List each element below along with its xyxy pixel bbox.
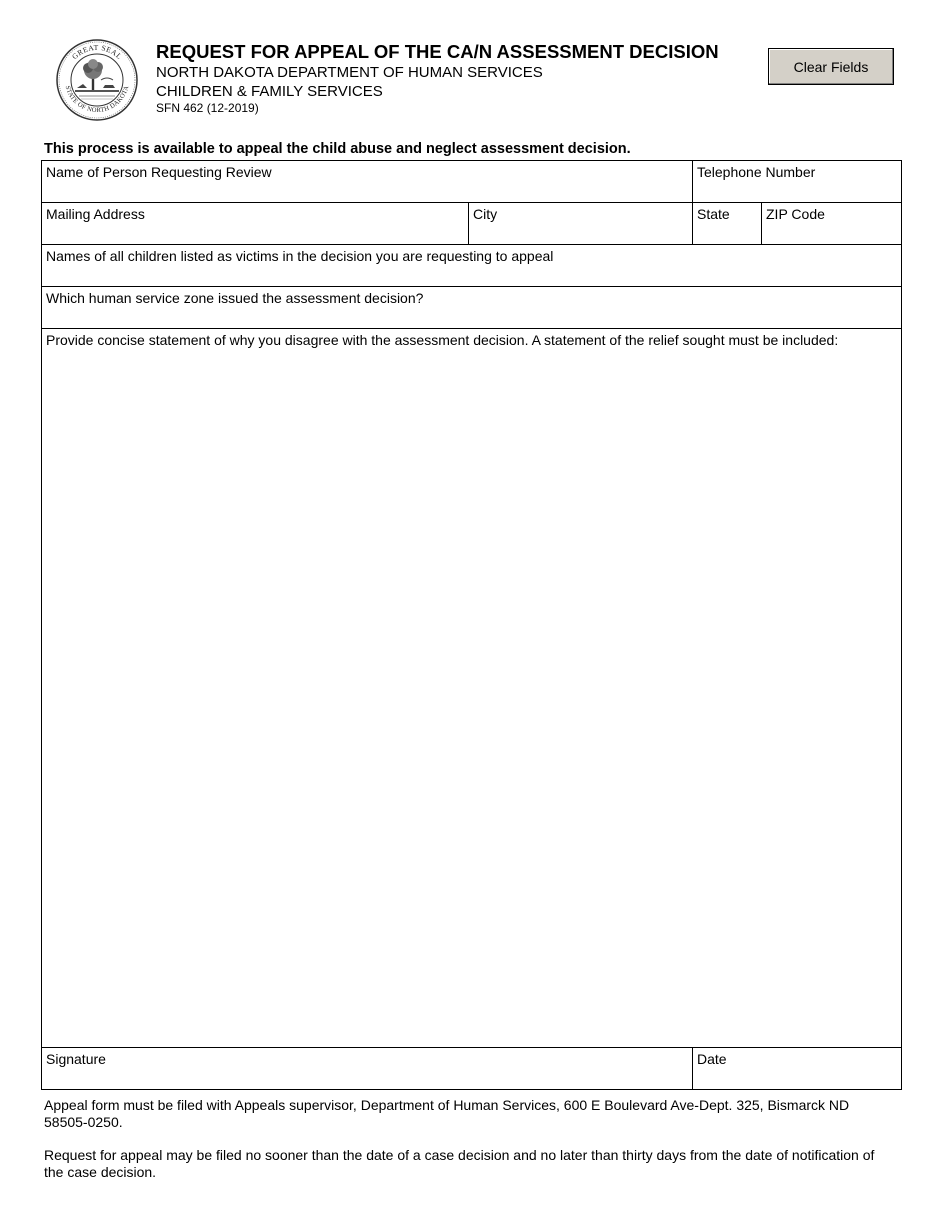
form-row (42, 329, 901, 1048)
date-field[interactable] (692, 1048, 901, 1089)
form-row (42, 203, 901, 245)
zip-code-label: ZIP Code (766, 206, 825, 222)
date-label: Date (697, 1051, 727, 1067)
form-row (42, 161, 901, 203)
filing-note: Appeal form must be filed with Appeals supervisor, Department of Human Services, 600 E Boulevard Ave-Dept. 325, Bismarck ND 58505-0250. (44, 1097, 850, 1130)
signature-label: Signature (46, 1051, 106, 1067)
state-seal-logo (55, 38, 139, 122)
statement-field[interactable] (42, 329, 901, 1047)
children-names-field[interactable] (42, 245, 901, 286)
svg-text:GREAT SEAL: GREAT SEAL (70, 42, 124, 62)
appeal-form (41, 160, 902, 1090)
form-number: SFN 462 (12-2019) (156, 101, 259, 115)
department-name: NORTH DAKOTA DEPARTMENT OF HUMAN SERVICES (156, 64, 543, 81)
city-label: City (473, 206, 498, 222)
mailing-address-field[interactable] (42, 203, 468, 244)
service-zone-field[interactable] (42, 287, 901, 328)
name-field[interactable] (42, 161, 692, 202)
form-title: REQUEST FOR APPEAL OF THE CA/N ASSESSMENT DECISION (156, 41, 719, 62)
name-label: Name of Person Requesting Review (46, 164, 272, 180)
telephone-label: Telephone Number (697, 164, 816, 180)
svg-text:STATE OF NORTH DAKOTA: STATE OF NORTH DAKOTA (63, 85, 131, 115)
signature-field[interactable] (42, 1048, 692, 1089)
state-label: State (697, 206, 730, 222)
statement-label: Provide concise statement of why you disagree with the assessment decision. A statement of the relief sought must be included: (46, 332, 839, 348)
zip-code-field[interactable] (761, 203, 901, 244)
mailing-address-label: Mailing Address (46, 206, 145, 222)
children-names-label: Names of all children listed as victims in the decision you are requesting to appeal (46, 248, 554, 264)
state-field[interactable] (692, 203, 761, 244)
form-row (42, 1048, 901, 1089)
timing-note: Request for appeal may be filed no sooner than the date of a case decision and no later than thirty days from the date of notification of the case decision. (44, 1147, 875, 1180)
intro-text: This process is available to appeal the child abuse and neglect assessment decision. (44, 141, 631, 157)
clear-fields-button[interactable]: Clear Fields (768, 48, 894, 85)
city-field[interactable] (468, 203, 692, 244)
division-name: CHILDREN & FAMILY SERVICES (156, 83, 383, 100)
service-zone-label: Which human service zone issued the assessment decision? (46, 290, 424, 306)
form-row (42, 245, 901, 287)
telephone-field[interactable] (692, 161, 901, 202)
form-row (42, 287, 901, 329)
